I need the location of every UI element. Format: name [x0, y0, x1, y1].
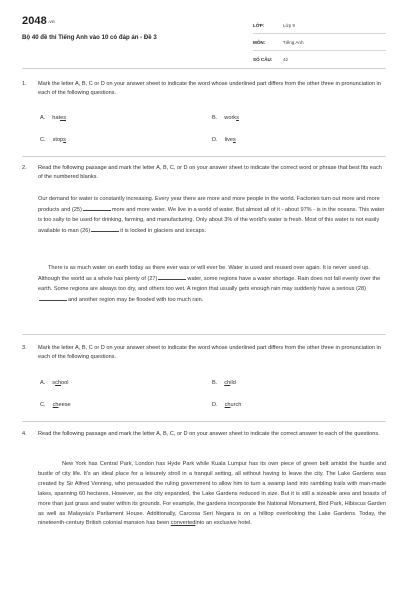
passage-text: water, some regions have a water shortage. Rain does not fall evenly over the earth. Some regions are always too dry, and others too wet. A region that usually gets enough rain may suddenly have a serious (28) — [38, 275, 381, 292]
option-letter: B. — [212, 380, 218, 386]
meta-key: MÔN: — [253, 39, 266, 45]
option-word-part: urch — [230, 402, 242, 408]
section-divider — [22, 334, 386, 335]
question-prompt: Read the following passage and mark the letter A, B, C, or D on your answer sheet to indicate the correct answer to each of the questions. — [38, 431, 380, 437]
question-4 — [22, 430, 386, 439]
section-divider — [22, 156, 386, 157]
option-letter: C. — [40, 402, 46, 408]
question-number: 2. — [22, 165, 27, 171]
blank-25[interactable] — [83, 205, 111, 211]
option-underlined: s — [236, 115, 239, 121]
section-divider — [22, 421, 386, 422]
option-letter: C. — [40, 137, 46, 143]
option-letter: D. — [212, 137, 218, 143]
option-letter: A. — [40, 115, 46, 121]
option-underlined: es — [60, 115, 66, 121]
option-b[interactable] — [212, 380, 236, 386]
logo-suffix: .vn — [47, 19, 55, 24]
exam-meta-table — [253, 17, 386, 67]
question-prompt: Mark the letter A, B, C or D on your answer sheet to indicate the word whose underlined part differs from the other three in pronunciation in each of the following questions. — [38, 345, 381, 360]
passage-text: Our demand for water is constantly increasing. Every year there are more and more people in the world. Factories turn out more and more products and (25) — [38, 196, 380, 213]
option-word-part: s — [52, 380, 56, 386]
question-2 — [22, 164, 386, 182]
page-title: Bộ 40 đề thi Tiếng Anh vào 10 có đáp án - Đề 3 — [22, 34, 157, 41]
passage-text: There is as much water on earth today as there ever was or will ever be. Water is used and reused over again. It is never used up. Although the world as a whole has plenty of (27) — [38, 265, 370, 282]
option-a[interactable] — [40, 380, 68, 386]
section-divider — [22, 68, 386, 69]
meta-row-grade — [253, 17, 386, 34]
option-d[interactable] — [212, 137, 236, 143]
question-header — [22, 430, 386, 439]
option-c[interactable] — [40, 137, 66, 143]
meta-key: SỐ CÂU: — [253, 56, 273, 62]
option-underlined: ch — [224, 402, 231, 408]
question-3 — [22, 344, 386, 362]
option-word-part: work — [224, 115, 237, 121]
option-underlined: ch — [224, 380, 231, 386]
option-word-part: eese — [58, 402, 71, 408]
passage-text: New York has Central Park, London has Hyde Park while Kuala Lumpur has its own piece of green belt amidst the hustle and bustle of city life. It's an ideal place for a leisurely stroll in a tranquil setting, all without having to leave the city. The Lake Gardens was created by Sir Alfred Venning, who persuaded the ruling government to allow him to turn a swamp land into rambling trails with man-made lakes, spanning 60 hectares. However, as the city expanded, the Lake Gardens reduced in size. But it is still a sizeable area and boasts of more than just grass and water within its grounds. For example, the gardens incorporate the National Monument, Bird Park, Hibiscus Garden as well as Malaysia's Parliament House. Additionally, Carcosa Seri Negara is on a hilltop overlooking the Lake Gardens. Today, the nineteenth-century British colonial mansion has been — [38, 461, 386, 527]
question-number: 1. — [22, 81, 27, 87]
option-underlined: ch — [52, 402, 59, 408]
logo-main: 2048 — [22, 15, 47, 27]
option-word-part: hat — [52, 115, 61, 121]
site-logo[interactable] — [22, 15, 55, 27]
option-letter: B. — [212, 115, 218, 121]
passage-text: and another region may be flooded with too much rain. — [68, 296, 204, 303]
passage-text: into an exclusive hotel. — [195, 520, 252, 527]
meta-value: 42 — [283, 56, 289, 62]
passage-paragraph-1 — [38, 195, 386, 237]
option-underlined: ch — [55, 380, 62, 386]
meta-row-count — [253, 51, 386, 67]
passage-paragraph-2 — [38, 264, 386, 306]
meta-key: LỚP: — [253, 22, 265, 28]
question-prompt: Mark the letter A, B, C or D on your answer sheet to indicate the word whose underlined part differs from the other three in pronunciation in each of the following questions. — [38, 81, 381, 96]
option-b[interactable] — [212, 115, 239, 121]
blank-28[interactable] — [39, 295, 67, 301]
meta-value: Tiếng Anh — [283, 39, 304, 45]
blank-26[interactable] — [91, 226, 119, 232]
question-header — [22, 80, 386, 98]
option-word-part: ool — [61, 380, 69, 386]
question-number: 3. — [22, 345, 27, 351]
option-underlined: s — [63, 137, 66, 143]
meta-row-subject — [253, 34, 386, 51]
option-word-part: stop — [52, 137, 64, 143]
question-header — [22, 344, 386, 362]
option-d[interactable] — [212, 402, 241, 408]
reading-passage — [38, 460, 386, 529]
option-underlined: s — [233, 137, 236, 143]
option-word-part: ild — [230, 380, 236, 386]
option-letter: D. — [212, 402, 218, 408]
passage-text: it is locked in glaciers and icecaps. — [120, 227, 207, 234]
meta-value: Lớp 9 — [283, 22, 295, 28]
question-header — [22, 164, 386, 182]
option-c[interactable] — [40, 402, 71, 408]
passage-underlined-word: converted — [170, 520, 196, 527]
question-1 — [22, 80, 386, 98]
passage-text: more and more water. We live in a world of water. But almost all of it - about 97% - is in the oceans. This water is too salty to be used for drinking, farming, and manufacturing. Only about 3% of the world's water is fresh. Most of this water is not easily available to man (26) — [38, 206, 385, 234]
option-letter: A. — [40, 380, 46, 386]
option-word-part: live — [224, 137, 233, 143]
question-number: 4. — [22, 431, 27, 437]
blank-27[interactable] — [158, 274, 186, 280]
option-a[interactable] — [40, 115, 66, 121]
question-prompt: Read the following passage and mark the letter A, B, C, or D on your answer sheet to indicate the correct word or phrase that best fits each of the numbered blanks. — [38, 165, 382, 180]
